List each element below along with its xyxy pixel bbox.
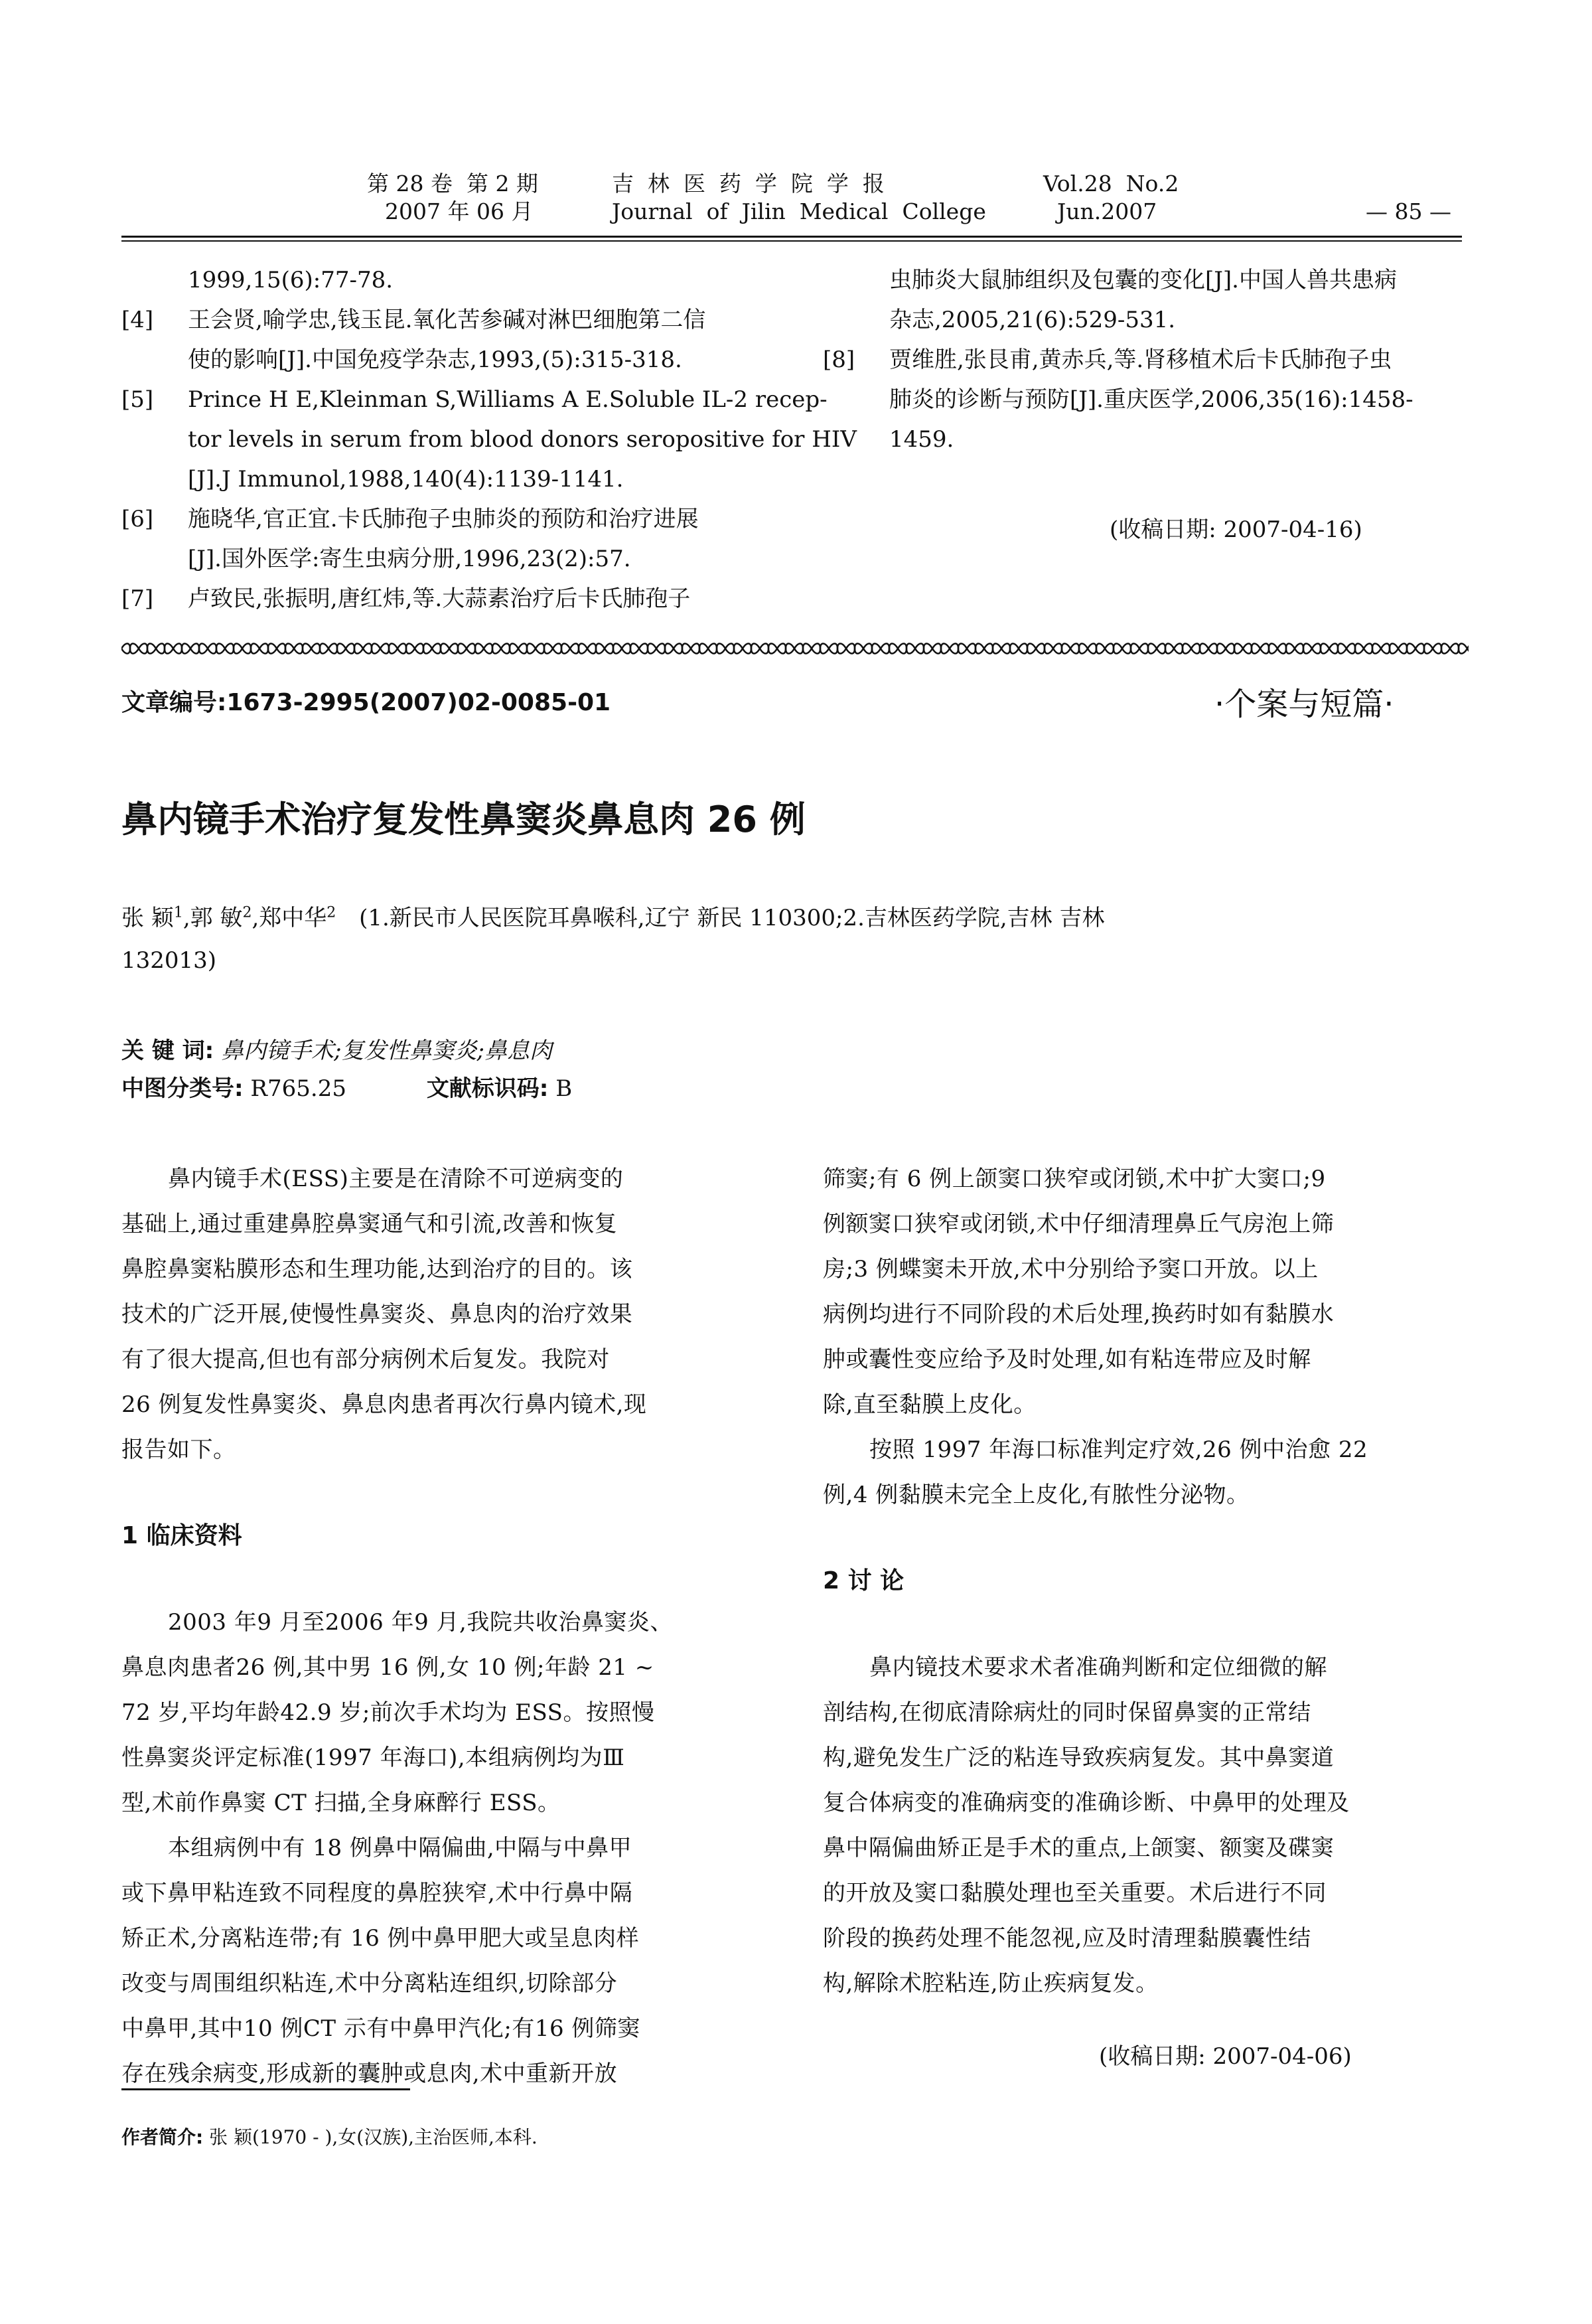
references-left-column: [121, 260, 857, 619]
text-line: 鼻腔鼻窦粘膜形态和生理功能,达到治疗的目的。该: [121, 1256, 633, 1282]
paragraph: [823, 1645, 1500, 2006]
page-number: — 85 —: [1366, 198, 1451, 224]
text-line: 剖结构,在彻底清除病灶的同时保留鼻窦的正常结: [823, 1699, 1311, 1726]
text-line: 2003 年9 月至2006 年9 月,我院共收治鼻窦炎、: [168, 1609, 673, 1636]
reference-number: [4]: [121, 307, 154, 333]
text-line: 构,解除术腔粘连,防止疾病复发。: [823, 1970, 1159, 1997]
author-affiliation-mark: 2: [326, 904, 336, 921]
text-line: 按照 1997 年海口标准判定疗效,26 例中治愈 22: [869, 1436, 1368, 1463]
reference-item: [121, 300, 798, 380]
reference-line: 使的影响[J].中国免疫学杂志,1993,(5):315-318.: [188, 347, 682, 373]
text-line: 肿或囊性变应给予及时处理,如有粘连带应及时解: [823, 1346, 1311, 1373]
header-volume-issue-en: Vol.28 No.2: [1043, 171, 1179, 196]
text-line: 72 岁,平均年龄42.9 岁;前次手术均为 ESS。按照慢: [121, 1699, 655, 1726]
keywords: 鼻内镜手术;复发性鼻窦炎;鼻息肉: [221, 1038, 553, 1064]
text-line: 阶段的换药处理不能忽视,应及时清理黏膜囊性结: [823, 1925, 1311, 1952]
header-journal-cn: 吉 林 医 药 学 院 学 报: [612, 171, 885, 196]
article-title: 鼻内镜手术治疗复发性鼻窦炎鼻息肉 26 例: [121, 799, 806, 840]
author-affiliation-mark: 1: [173, 904, 183, 921]
reference-item: [823, 340, 1500, 459]
section-heading-2: 2 讨 论: [823, 1567, 905, 1594]
footnote-rule: [121, 2088, 410, 2090]
wavy-separator: [121, 641, 1469, 656]
text-line: 除,直至黏膜上皮化。: [823, 1391, 1037, 1418]
body-left-column: [121, 1156, 798, 2096]
doc-code: B: [555, 1075, 573, 1102]
text-line: 房;3 例蝶窦未开放,术中分别给予窦口开放。以上: [823, 1256, 1319, 1282]
text-line: 型,术前作鼻窦 CT 扫描,全身麻醉行 ESS。: [121, 1790, 561, 1816]
affiliation-line-2: 132013): [121, 947, 217, 974]
author-affiliation-mark: 2: [242, 904, 252, 921]
article-id: 文章编号:1673-2995(2007)02-0085-01: [121, 689, 611, 716]
reference-line: [J].J Immunol,1988,140(4):1139-1141.: [188, 466, 624, 493]
author-name: ,郭 敏: [182, 905, 243, 931]
reference-line: 杂志,2005,21(6):529-531.: [889, 307, 1176, 333]
section-heading-1: 1 临床资料: [121, 1522, 242, 1549]
text-line: 构,避免发生广泛的粘连导致疾病复发。其中鼻窦道: [823, 1744, 1335, 1771]
footnote-text: 张 颖(1970 - ),女(汉族),主治医师,本科.: [209, 2126, 538, 2148]
paragraph: [121, 1600, 798, 1825]
text-line: 鼻内镜技术要求术者准确判断和定位细微的解: [869, 1654, 1327, 1681]
text-line: 26 例复发性鼻窦炎、鼻息肉患者再次行鼻内镜术,现: [121, 1391, 647, 1418]
reference-line: Prince H E,Kleinman S,Williams A E.Soluble IL-2 recep-: [188, 386, 828, 413]
text-line: 中鼻甲,其中10 例CT 示有中鼻甲汽化;有16 例筛窦: [121, 2015, 640, 2042]
reference-line: 贾维胜,张艮甫,黄赤兵,等.肾移植术后卡氏肺孢子虫: [889, 347, 1392, 373]
text-line: 例,4 例黏膜未完全上皮化,有脓性分泌物。: [823, 1482, 1250, 1508]
section-label: ·个案与短篇·: [1214, 686, 1394, 723]
reference-line: [J].国外医学:寄生虫病分册,1996,23(2):57.: [188, 546, 631, 572]
reference-line: 1999,15(6):77-78.: [188, 267, 394, 293]
header-volume-issue: 第 28 卷 第 2 期: [367, 171, 538, 196]
header-rule-bottom: [121, 240, 1462, 242]
text-line: 报告如下。: [121, 1436, 236, 1463]
reference-item: [823, 260, 1500, 340]
affiliation-line-1: (1.新民市人民医院耳鼻喉科,辽宁 新民 110300;2.吉林医药学院,吉林 吉林: [359, 905, 1105, 931]
reference-number: [5]: [121, 386, 154, 413]
reference-number: [6]: [121, 506, 154, 532]
reference-number: [8]: [823, 347, 855, 373]
text-line: 筛窦;有 6 例上颌窦口狭窄或闭锁,术中扩大窦口;9: [823, 1166, 1326, 1192]
author-name: ,郑中华: [252, 905, 327, 931]
text-line: 性鼻窦炎评定标准(1997 年海口),本组病例均为Ⅲ: [121, 1744, 625, 1771]
reference-item: [121, 380, 857, 499]
header-date-en: Jun.2007: [1057, 198, 1157, 224]
text-line: 例额窦口狭窄或闭锁,术中仔细清理鼻丘气房泡上筛: [823, 1211, 1335, 1237]
header-date-cn: 2007 年 06 月: [385, 198, 534, 224]
reference-line: 1459.: [889, 426, 954, 453]
reference-line: 王会贤,喻学忠,钱玉昆.氧化苦参碱对淋巴细胞第二信: [188, 307, 706, 333]
reference-number: [7]: [121, 585, 154, 612]
paragraph: [121, 1825, 798, 2096]
reference-line: 虫肺炎大鼠肺组织及包囊的变化[J].中国人兽共患病: [889, 267, 1397, 293]
prev-received-date: (收稿日期: 2007-04-16): [1110, 516, 1362, 543]
body-right-column: [823, 1156, 1500, 2006]
text-line: 鼻中隔偏曲矫正是手术的重点,上颌窦、额窦及碟窦: [823, 1835, 1335, 1861]
keywords-label: 关 键 词:: [121, 1038, 214, 1064]
paragraph: [823, 1156, 1500, 1427]
author-bio-footnote: [121, 2123, 538, 2149]
reference-line: 肺炎的诊断与预防[J].重庆医学,2006,35(16):1458-: [889, 386, 1413, 413]
reference-item: [121, 260, 798, 300]
text-line: 病例均进行不同阶段的术后处理,换药时如有黏膜水: [823, 1301, 1335, 1328]
reference-line: 卢致民,张振明,唐红炜,等.大蒜素治疗后卡氏肺孢子: [188, 585, 691, 612]
text-line: 或下鼻甲粘连致不同程度的鼻腔狭窄,术中行鼻中隔: [121, 1880, 633, 1906]
classification-row: [121, 1070, 572, 1103]
text-line: 矫正术,分离粘连带;有 16 例中鼻甲肥大或呈息肉样: [121, 1925, 640, 1952]
received-date: (收稿日期: 2007-04-06): [1099, 2043, 1352, 2070]
references-right-column: [823, 260, 1500, 459]
clc-label: 中图分类号:: [121, 1075, 244, 1102]
text-line: 鼻内镜手术(ESS)主要是在清除不可逆病变的: [168, 1166, 624, 1192]
intro-paragraph: [121, 1156, 798, 1472]
paragraph: [823, 1427, 1500, 1517]
footnote-label: 作者简介:: [121, 2126, 204, 2148]
text-line: 技术的广泛开展,使慢性鼻窦炎、鼻息肉的治疗效果: [121, 1301, 633, 1328]
text-line: 基础上,通过重建鼻腔鼻窦通气和引流,改善和恢复: [121, 1211, 618, 1237]
doc-code-label: 文献标识码:: [426, 1075, 549, 1102]
text-line: 本组病例中有 18 例鼻中隔偏曲,中隔与中鼻甲: [168, 1835, 632, 1861]
text-line: 复合体病变的准确病变的准确诊断、中鼻甲的处理及: [823, 1790, 1350, 1816]
header-rule-top: [121, 236, 1462, 238]
text-line: 有了很大提高,但也有部分病例术后复发。我院对: [121, 1346, 610, 1373]
keywords-row: [121, 1032, 552, 1065]
reference-line: tor levels in serum from blood donors seropositive for HIV: [188, 426, 857, 453]
text-line: 的开放及窦口黏膜处理也至关重要。术后进行不同: [823, 1880, 1327, 1906]
reference-item: [121, 499, 798, 579]
text-line: 改变与周围组织粘连,术中分离粘连组织,切除部分: [121, 1970, 618, 1997]
author-line: [121, 899, 1105, 932]
reference-item: [121, 579, 798, 619]
text-line: 鼻息肉患者26 例,其中男 16 例,女 10 例;年龄 21 ~: [121, 1654, 654, 1681]
header-journal-en: Journal of Jilin Medical College: [612, 198, 986, 224]
clc-code: R765.25: [250, 1075, 346, 1102]
author-name: 张 颖: [121, 905, 174, 931]
text-line: 存在残余病变,形成新的囊肿或息肉,术中重新开放: [121, 2060, 618, 2087]
reference-line: 施晓华,官正宜.卡氏肺孢子虫肺炎的预防和治疗进展: [188, 506, 699, 532]
